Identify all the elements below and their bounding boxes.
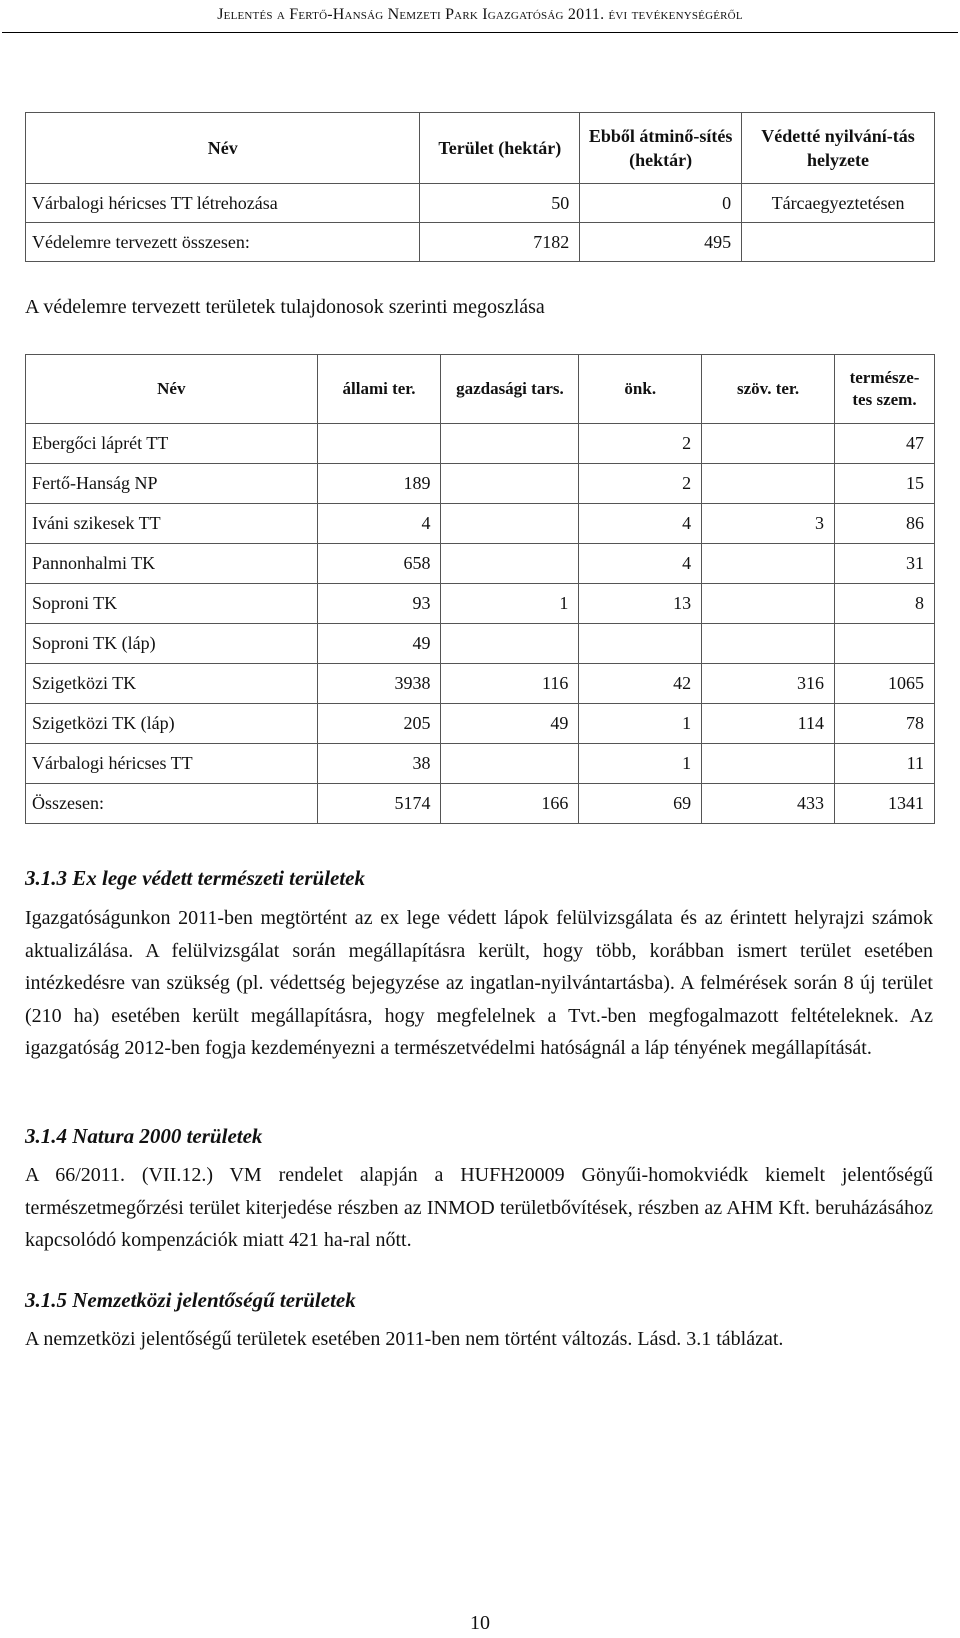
cell-name: Soproni TK [26,584,318,624]
section-paragraph: Igazgatóságunkon 2011-ben megtörtént az ex lege védett lápok felülvizsgálata és az érintett helyrajzi számok aktualizálása. A felülvizsgálat során megállapításra került, hogy több, korábban ismert terület esetében intézkedésre van szükség (pl. védettség bejegyzése az ingatlan-nyilvántartásba). A felmérések során 8 új terület (210 ha) esetében került megállapításra, hogy megfelelnek a Tvt.-ben megfogalmazott feltételeknek. Az igazgatóság 2012-ben fogja kezdeményezni a természetvédelmi hatóságnál a láp tényének megállapítását. [25,907,933,1059]
cell-state: 658 [317,544,441,584]
cell-reclassified: 0 [580,184,742,223]
cell-company: 116 [441,664,579,704]
cell-name: Összesen: [26,784,318,824]
cell-name: Fertő-Hanság NP [26,464,318,504]
cell-coop [702,464,835,504]
cell-municipal: 2 [579,464,702,504]
cell-company: 49 [441,704,579,744]
table-row [26,664,935,704]
cell-coop: 316 [702,664,835,704]
cell-municipal: 42 [579,664,702,704]
col-header-municipal: önk. [579,355,702,424]
cell-coop [702,424,835,464]
cell-name: Ebergőci láprét TT [26,424,318,464]
cell-municipal: 69 [579,784,702,824]
col-header-name: Név [26,113,420,184]
table2-caption: A védelemre tervezett területek tulajdonosok szerinti megoszlása [25,296,545,318]
cell-name: Soproni TK (láp) [26,624,318,664]
cell-municipal: 1 [579,704,702,744]
cell-name: Szigetközi TK (láp) [26,704,318,744]
table-row [26,184,935,223]
cell-private: 11 [834,744,934,784]
cell-state: 5174 [317,784,441,824]
cell-name: Védelemre tervezett összesen: [26,223,420,262]
cell-company [441,424,579,464]
cell-coop [702,584,835,624]
section-heading: 3.1.4 Natura 2000 területek [25,1124,263,1148]
table-row [26,544,935,584]
cell-municipal: 13 [579,584,702,624]
cell-company [441,744,579,784]
table-header-row [26,113,935,184]
cell-coop: 433 [702,784,835,824]
cell-state [317,424,441,464]
cell-municipal: 2 [579,424,702,464]
cell-coop: 3 [702,504,835,544]
cell-municipal: 4 [579,504,702,544]
page-number: 10 [470,1612,490,1634]
cell-company [441,624,579,664]
table-row [26,624,935,664]
cell-private: 31 [834,544,934,584]
cell-name: Iváni szikesek TT [26,504,318,544]
col-header-status: Védetté nyilvání-tás helyzete [742,113,935,184]
cell-company [441,544,579,584]
cell-state: 189 [317,464,441,504]
protection-status-table [25,112,935,262]
cell-municipal: 4 [579,544,702,584]
col-header-coop: szöv. ter. [702,355,835,424]
cell-name: Várbalogi héricses TT létrehozása [26,184,420,223]
table-row [26,223,935,262]
table-row [26,504,935,544]
cell-company [441,464,579,504]
table-row [26,744,935,784]
cell-state: 3938 [317,664,441,704]
cell-company: 166 [441,784,579,824]
cell-name: Pannonhalmi TK [26,544,318,584]
cell-municipal [579,624,702,664]
cell-state: 38 [317,744,441,784]
ownership-table [25,354,935,824]
cell-company: 1 [441,584,579,624]
cell-private: 15 [834,464,934,504]
cell-state: 205 [317,704,441,744]
table-header-row [26,355,935,424]
cell-status: Tárcaegyeztetésen [742,184,935,223]
col-header-state: állami ter. [317,355,441,424]
cell-private: 1341 [834,784,934,824]
cell-state: 49 [317,624,441,664]
cell-name: Szigetközi TK [26,664,318,704]
cell-state: 4 [317,504,441,544]
running-header: Jelentés a Fertő-Hanság Nemzeti Park Igazgatóság 2011. évi tevékenységéről [217,6,743,23]
table-row [26,424,935,464]
header-rule [2,32,958,33]
cell-reclassified: 495 [580,223,742,262]
table-row [26,784,935,824]
col-header-area: Terület (hektár) [420,113,580,184]
table-row [26,464,935,504]
col-header-reclassified: Ebből átminő-sítés (hektár) [580,113,742,184]
cell-area: 50 [420,184,580,223]
section-heading: 3.1.3 Ex lege védett természeti területek [25,866,365,890]
section-paragraph: A nemzetközi jelentőségű területek esetében 2011-ben nem történt változás. Lásd. 3.1 táblázat. [25,1328,784,1350]
section-heading: 3.1.5 Nemzetközi jelentőségű területek [25,1288,356,1312]
cell-coop [702,624,835,664]
cell-municipal: 1 [579,744,702,784]
cell-coop [702,744,835,784]
cell-area: 7182 [420,223,580,262]
col-header-name: Név [26,355,318,424]
cell-coop [702,544,835,584]
col-header-company: gazdasági tars. [441,355,579,424]
section-paragraph: A 66/2011. (VII.12.) VM rendelet alapján a HUFH20009 Gönyűi-homokviédk kiemelt jelentőségű természetmegőrzési terület kiterjedése részben az INMOD területbővítések, részben az AHM Kft. beruházásához kapcsolódó kompenzációk miatt 421 ha-ral nőtt. [25,1164,933,1251]
cell-private: 47 [834,424,934,464]
cell-private: 8 [834,584,934,624]
cell-coop: 114 [702,704,835,744]
cell-private: 78 [834,704,934,744]
cell-company [441,504,579,544]
cell-name: Várbalogi héricses TT [26,744,318,784]
cell-status [742,223,935,262]
cell-state: 93 [317,584,441,624]
cell-private: 86 [834,504,934,544]
table-row [26,584,935,624]
cell-private [834,624,934,664]
cell-private: 1065 [834,664,934,704]
col-header-private: természe-tes szem. [834,355,934,424]
table-row [26,704,935,744]
